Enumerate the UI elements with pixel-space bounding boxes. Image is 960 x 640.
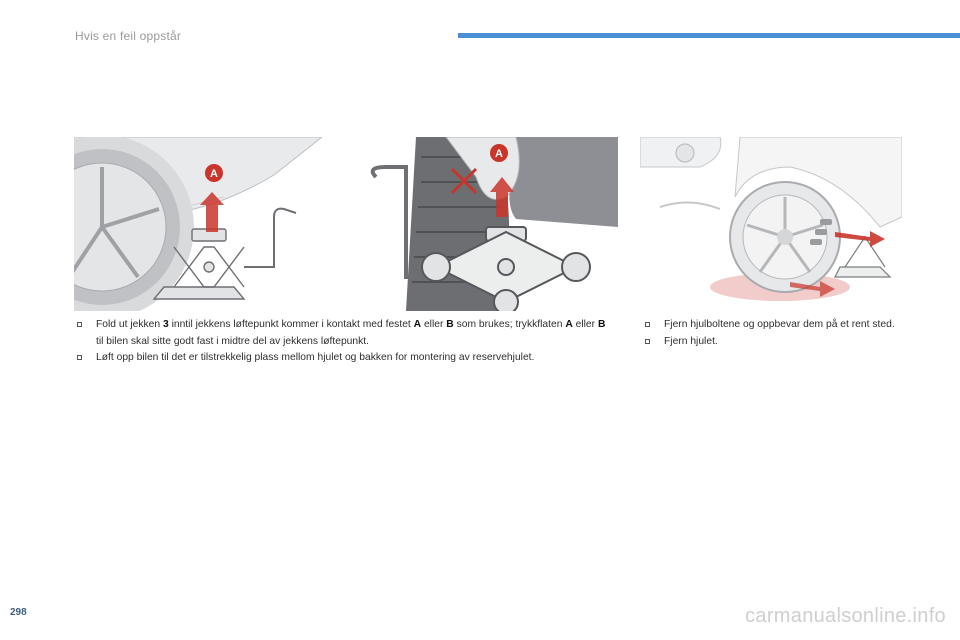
jack-position-illustration xyxy=(74,137,322,311)
page-number: 298 xyxy=(10,607,27,618)
instruction-list-right xyxy=(643,317,913,350)
instruction-list-left xyxy=(75,317,610,367)
checkbox-bullet-icon xyxy=(645,339,650,344)
list-item: Fold ut jekken 3 inntil jekkens løftepunkt kommer i kontakt med festet A eller B som brukes; trykkflaten A eller B til bilen skal sitte godt fast i midtre del av jekkens løftepunkt. xyxy=(75,317,610,350)
checkbox-bullet-icon xyxy=(77,355,82,360)
checkbox-bullet-icon xyxy=(77,322,82,327)
section-title: Hvis en feil oppstår xyxy=(75,29,182,43)
checkbox-bullet-icon xyxy=(645,322,650,327)
list-item: Fjern hjulet. xyxy=(643,334,913,351)
jack-closeup-illustration xyxy=(366,137,618,311)
list-item: Fjern hjulboltene og oppbevar dem på et rent sted. xyxy=(643,317,913,334)
wheel-removal-illustration xyxy=(640,137,902,311)
header-accent-bar xyxy=(458,33,960,38)
list-item: Løft opp bilen til det er tilstrekkelig plass mellom hjulet og bakken for montering av reservehjulet. xyxy=(75,350,610,367)
watermark: carmanualsonline.info xyxy=(745,605,946,627)
label-a-icon: A xyxy=(210,168,218,180)
label-a-icon: A xyxy=(495,148,503,160)
